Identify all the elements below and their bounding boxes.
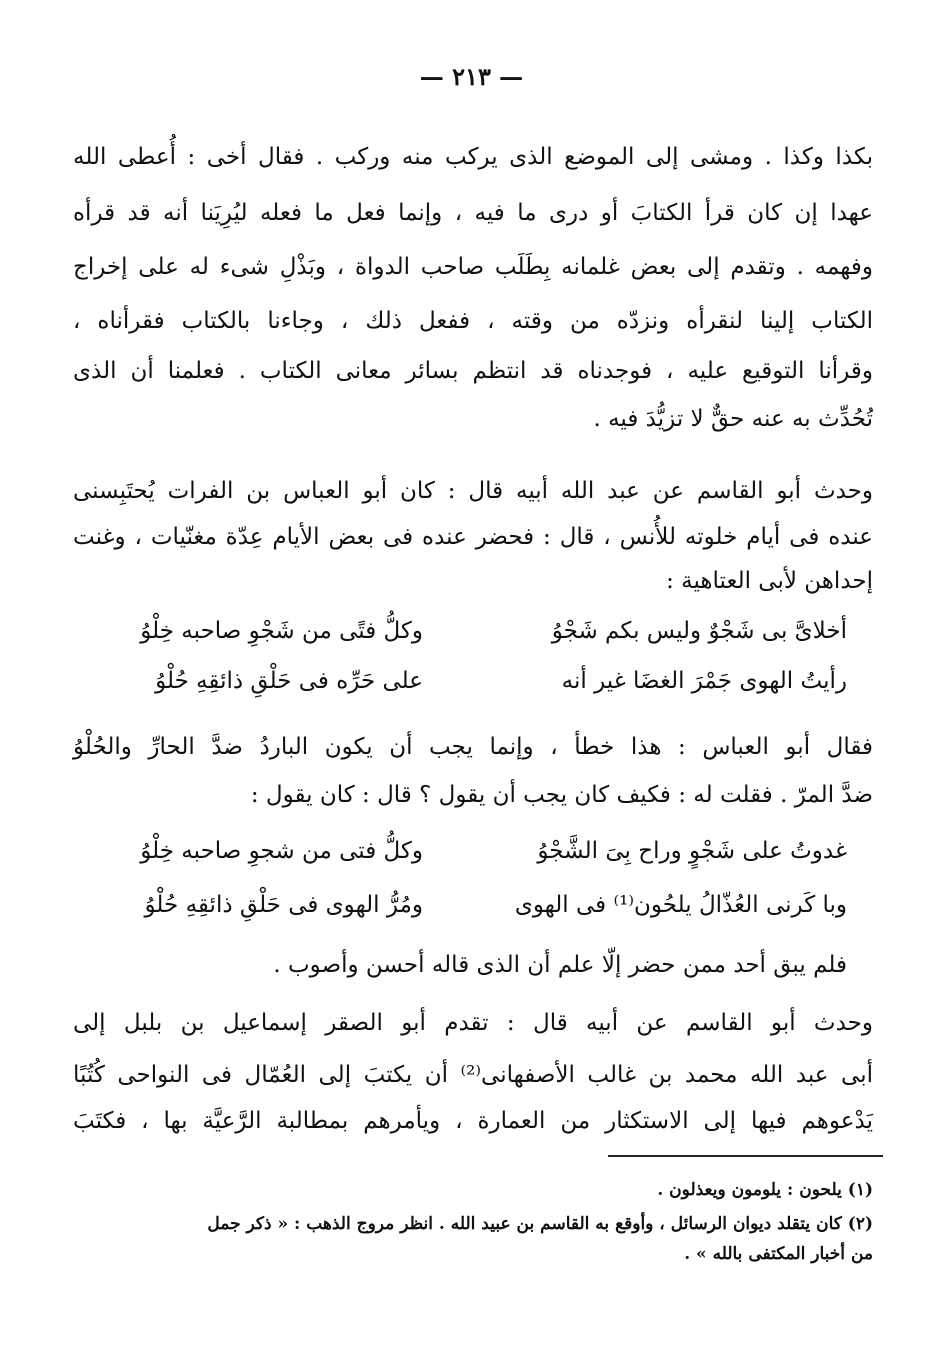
text-line: عهدا إن كان قرأ الكتابَ أو درى ما فيه ، وإنما فعل ما فعله ليُرِيَنا أنه قد قرأه	[73, 200, 873, 226]
verse-hemistich-left: وكلُّ فتًى من شَجْوِ صاحبه خِلْوُ	[140, 618, 423, 644]
verse-hemistich-right: غدوتُ على شَجْوٍ وراح بِىَ الشَّجْوُ	[537, 838, 847, 864]
text-line: وقرأنا التوقيع عليه ، فوجدناه قد انتظم بسائر معانى الكتاب . فعلمنا أن الذى	[73, 358, 873, 384]
text-line: الكتاب إلينا لنقرأه ونزدّه من وقته ، ففعل ذلك ، وجاءنا بالكتاب فقرأناه ،	[73, 308, 873, 334]
text-line: وحدث أبو القاسم عن أبيه قال : تقدم أبو الصقر إسماعيل بن بلبل إلى	[73, 1010, 873, 1036]
text-line: يَدْعوهم فيها إلى الاستكثار من العمارة ، ويأمرهم بمطالبة الرَّعيَّة بها ، فكتَبَ	[73, 1108, 873, 1134]
verse-hemistich-right: أخلاىَّ بى شَجْوٌ وليس بكم شَجْوُ	[551, 618, 847, 644]
verse-hemistich-left: على حَرِّه فى حَلْقِ ذائقِهِ حُلْوُ	[155, 668, 423, 694]
verse-hemistich-right: وبا كَرنى العُذّالُ يلحُون⁽¹⁾ فى الهوى	[514, 892, 847, 918]
text-line: تُحُدِّث به عنه حقٌّ لا تزيُّدَ فيه .	[593, 406, 873, 432]
text-line: فقال أبو العباس : هذا خطأ ، وإنما يجب أن يكون الباردُ ضدَّ الحارِّ والحُلْوُ	[73, 734, 873, 760]
footnote-1: (١) يلحون : يلومون ويعذلون .	[657, 1180, 873, 1200]
verse-hemistich-left: ومُرُّ الهوى فى حَلْقِ ذائقِهِ حُلْوُ	[144, 892, 423, 918]
text-line: ضدَّ المرّ . فقلت له : فكيف كان يجب أن يقول ؟ قال : كان يقول :	[250, 782, 873, 808]
text-line: وفهمه . وتقدم إلى بعض غلمانه بِطَلَب صاحب الدواة ، وبَذْلِ شىء له على إخراج	[73, 254, 873, 280]
footnote-2-continued: من أخبار المكتفى بالله » .	[684, 1244, 873, 1264]
text-line: عنده فى أيام خلوته للأُنس ، قال : فحضر عنده فى بعض الأيام عِدّة مغنّيات ، وغنت	[73, 524, 873, 550]
text-line: بكذا وكذا . ومشى إلى الموضع الذى يركب منه وركب . فقال أخى : أُعطى الله	[73, 144, 873, 170]
verse-hemistich-left: وكلُّ فتى من شجوِ صاحبه خِلْوُ	[140, 838, 423, 864]
text-line: وحدث أبو القاسم عن عبد الله أبيه قال : كان أبو العباس بن الفرات يُحتَبِسنى	[73, 478, 873, 504]
text-line: إحداهن لأبى العتاهية :	[666, 568, 873, 594]
text-line: فلم يبق أحد ممن حضر إلّا علم أن الذى قاله أحسن وأصوب .	[273, 952, 847, 978]
page-number: — ٢١٣ —	[419, 62, 524, 91]
footnote-2: (٢) كان يتقلد ديوان الرسائل ، وأوقع به القاسم بن عبيد الله . انظر مروج الذهب : « ذكر جمل	[207, 1214, 873, 1234]
verse-hemistich-right: رأيتُ الهوى جَمْرَ الغضَا غير أنه	[561, 668, 847, 694]
footnote-divider	[608, 1155, 883, 1157]
text-line: أبى عبد الله محمد بن غالب الأصفهانى⁽²⁾ أن يكتبَ إلى العُمّال فى النواحى كُتُبًا	[73, 1062, 873, 1088]
